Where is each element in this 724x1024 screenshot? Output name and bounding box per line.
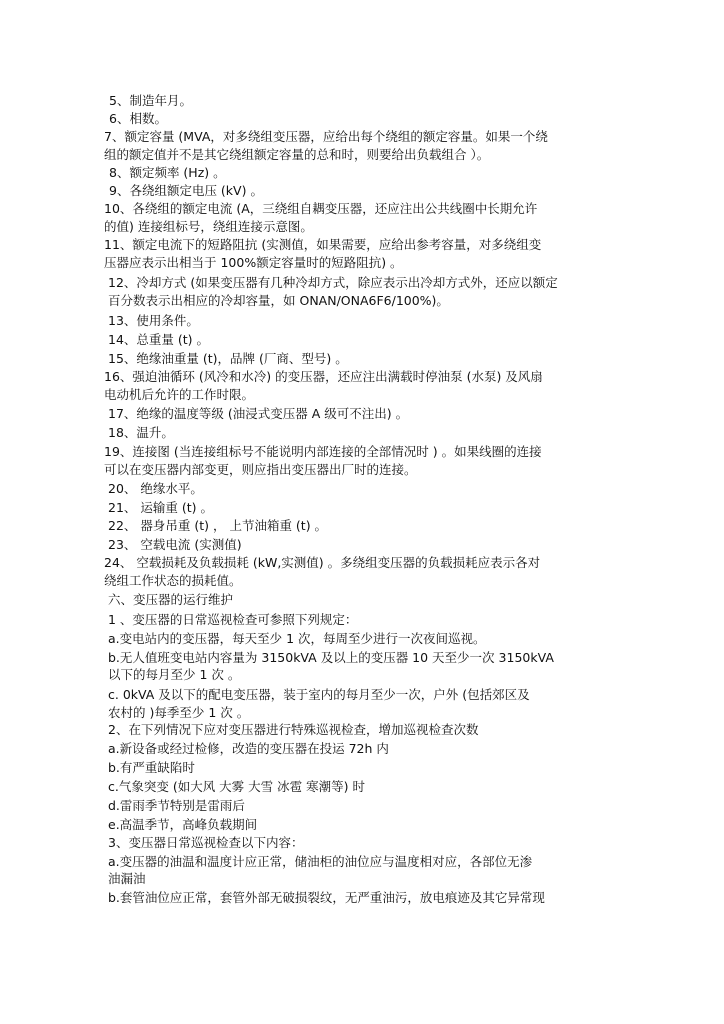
- line-item-12-cont: 百分数表示出相应的冷却容量，如 ONAN/ONA6F6/100%)。: [108, 293, 449, 308]
- subsection-1-item-b: b.无人值班变电站内容量为 3150kVA 及以上的变压器 10 天至少一次 3150kVA: [108, 650, 554, 665]
- subsection-2-item-d: d.雷雨季节特别是雷雨后: [108, 798, 245, 813]
- line-item-11: 11、额定电流下的短路阻抗 (实测值，如果需要，应给出参考容量，对多绕组变: [104, 237, 542, 252]
- line-item-5: 5、制造年月。: [109, 93, 192, 108]
- line-item-24-cont: 绕组工作状态的损耗值。: [104, 573, 242, 588]
- subsection-2-item-e: e.高温季节，高峰负载期间: [108, 817, 258, 832]
- line-item-20: 20、 绝缘水平。: [108, 481, 203, 496]
- subsection-1-item-a: a.变电站内的变压器，每天至少 1 次，每周至少进行一次夜间巡视。: [108, 631, 486, 646]
- line-item-22: 22、 器身吊重 (t) ， 上节油箱重 (t) 。: [108, 518, 328, 533]
- line-item-14: 14、总重量 (t) 。: [108, 332, 210, 347]
- line-item-16: 16、强迫油循环 (风冷和水冷) 的变压器，还应注出满载时停油泵 (水泵) 及风扇: [104, 369, 543, 384]
- section-heading: 六、变压器的运行维护: [108, 592, 234, 607]
- line-item-21: 21、 运输重 (t) 。: [108, 500, 213, 515]
- line-item-16-cont: 电动机后允许的工作时限。: [104, 387, 255, 402]
- line-item-12: 12、冷却方式 (如果变压器有几种冷却方式，除应表示出冷却方式外，还应以额定: [108, 275, 558, 290]
- line-item-10: 10、各绕组的额定电流 (A，三绕组自耦变压器，还应注出公共线圈中长期允许: [104, 201, 538, 216]
- subsection-2-item-b: b.有严重缺陷时: [108, 760, 195, 775]
- subsection-2-item-c: c.气象突变 (如大风 大雾 大雪 冰雹 寒潮等) 时: [108, 779, 365, 794]
- line-item-9: 9、各绕组额定电压 (kV) 。: [109, 183, 263, 198]
- line-item-24: 24、 空载损耗及负载损耗 (kW,实测值) 。多绕组变压器的负载损耗应表示各对: [104, 555, 541, 570]
- subsection-3-heading: 3、变压器日常巡视检查以下内容：: [108, 835, 304, 850]
- subsection-1-heading: 1 、变压器的日常巡视检查可参照下列规定：: [108, 612, 358, 627]
- subsection-1-item-b-cont: 以下的每月至少 1 次 。: [108, 667, 241, 682]
- line-item-11-cont: 压器应表示出相当于 100%额定容量时的短路阻抗) 。: [104, 255, 403, 270]
- line-item-15: 15、绝缘油重量 (t)，品牌 (厂商、型号) 。: [108, 351, 348, 366]
- line-item-19: 19、连接图 (当连接组标号不能说明内部连接的全部情况时 ) 。如果线圈的连接: [104, 444, 542, 459]
- line-item-7-cont: 组的额定值并不是其它绕组额定容量的总和时，则要给出负载组合 ）。: [104, 147, 490, 162]
- line-item-7: 7、额定容量 (MVA，对多绕组变压器，应给出每个绕组的额定容量。如果一个绕: [104, 129, 548, 144]
- subsection-3-item-a: a.变压器的油温和温度计应正常，储油柜的油位应与温度相对应，各部位无渗: [108, 854, 533, 869]
- line-item-23: 23、 空载电流 (实测值): [108, 537, 242, 552]
- subsection-2-heading: 2、在下列情况下应对变压器进行特殊巡视检查，增加巡视检查次数: [108, 722, 479, 737]
- line-item-17: 17、绝缘的温度等级 (油浸式变压器 A 级可不注出) 。: [108, 406, 409, 421]
- subsection-1-item-c-cont: 农村的 )每季至少 1 次 。: [108, 705, 250, 720]
- line-item-19-cont: 可以在变压器内部变更，则应指出变压器出厂时的连接。: [104, 462, 417, 477]
- line-item-13: 13、使用条件。: [108, 313, 199, 328]
- subsection-3-item-a-cont: 油漏油: [108, 871, 146, 886]
- subsection-3-item-b: b.套管油位应正常，套管外部无破损裂纹，无严重油污，放电痕迹及其它异常现: [108, 890, 545, 905]
- subsection-1-item-c: c. 0kVA 及以下的配电变压器，装于室内的每月至少一次，户外 (包括郊区及: [108, 687, 530, 702]
- line-item-8: 8、额定频率 (Hz) 。: [109, 165, 226, 180]
- subsection-2-item-a: a.新设备或经过检修，改造的变压器在投运 72h 内: [108, 741, 389, 756]
- line-item-10-cont: 的值) 连接组标号，绕组连接示意图。: [104, 219, 313, 234]
- line-item-18: 18、温升。: [108, 425, 174, 440]
- line-item-6: 6、相数。: [109, 111, 167, 126]
